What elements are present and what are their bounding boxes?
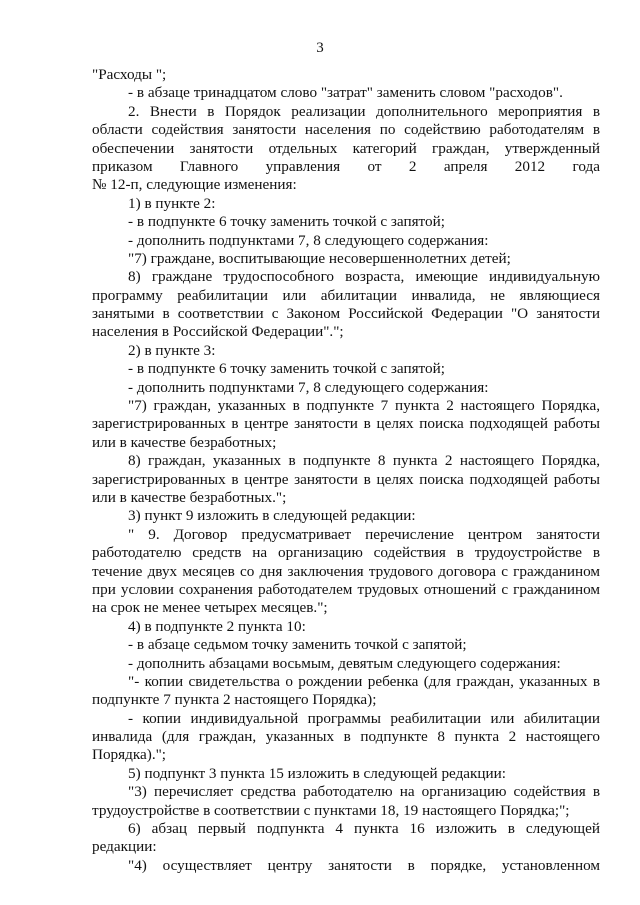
- text-line: редакции:: [92, 838, 157, 856]
- text-line: или в качестве безработных.";: [92, 488, 287, 506]
- text-line: Порядка).";: [92, 746, 167, 764]
- text-line: на срок не менее четырех месяцев.";: [92, 599, 328, 617]
- document-body: [92, 66, 600, 875]
- text-line: 8) граждан, указанных в подпункте 8 пункта 2 настоящего Порядка,: [128, 452, 600, 470]
- text-line: инвалида (для граждан, указанных в подпункте 8 пункта 2 настоящего: [92, 728, 600, 746]
- text-line: зарегистрированных в центре занятости в целях поиска подходящей работы: [92, 415, 600, 433]
- text-line: "7) граждане, воспитывающие несовершеннолетних детей;: [128, 249, 511, 267]
- text-line: "4) осуществляет центру занятости в порядке, установленном: [128, 856, 600, 874]
- text-line: - дополнить подпунктами 7, 8 следующего содержания:: [128, 231, 489, 249]
- text-line: подпункте 7 пункта 2 настоящего Порядка);: [92, 691, 377, 709]
- text-line: - в подпункте 6 точку заменить точкой с запятой;: [128, 360, 445, 378]
- text-line: обеспечении занятости отдельных категорий граждан, утвержденный: [92, 139, 600, 157]
- text-line: "Расходы ";: [92, 66, 167, 83]
- text-line: 6) абзац первый подпункта 4 пункта 16 изложить в следующей: [128, 820, 600, 838]
- text-line: 5) подпункт 3 пункта 15 изложить в следующей редакции:: [128, 764, 507, 782]
- text-line: - в абзаце тринадцатом слово "затрат" заменить словом "расходов".: [128, 84, 563, 102]
- text-line: 2) в пункте 3:: [128, 341, 216, 359]
- text-line: № 12-п, следующие изменения:: [92, 176, 297, 194]
- text-line: работодателю средств на организацию содействия в трудоустройстве в: [92, 544, 600, 562]
- text-line: программу реабилитации или абилитации инвалида, не являющиеся: [92, 286, 600, 304]
- page-number: 3: [316, 40, 324, 56]
- text-line: - копии индивидуальной программы реабилитации или абилитации: [128, 709, 600, 727]
- text-line: приказом Главного управления от 2 апреля 2012 года: [92, 157, 600, 175]
- text-line: населения в Российской Федерации".";: [92, 323, 344, 341]
- text-line: трудоустройстве в соответствии с пунктами 18, 19 настоящего Порядка;";: [92, 801, 570, 819]
- text-line: области содействия занятости населения по содействию работодателям в: [92, 121, 600, 139]
- text-line: зарегистрированных в центре занятости в целях поиска подходящей работы: [92, 470, 600, 488]
- text-line: "7) граждан, указанных в подпункте 7 пункта 2 настоящего Порядка,: [128, 397, 600, 415]
- text-line: - в подпункте 6 точку заменить точкой с запятой;: [128, 213, 445, 231]
- text-line: 4) в подпункте 2 пункта 10:: [128, 617, 306, 635]
- text-line: - дополнить абзацами восьмым, девятым следующего содержания:: [128, 654, 561, 672]
- text-line: 2. Внести в Порядок реализации дополнительного мероприятия в: [128, 102, 600, 120]
- text-line: - в абзаце седьмом точку заменить точкой с запятой;: [128, 636, 467, 654]
- text-line: или в качестве безработных;: [92, 433, 277, 451]
- text-line: 3) пункт 9 изложить в следующей редакции:: [128, 507, 416, 525]
- text-line: "- копии свидетельства о рождении ребенка (для граждан, указанных в: [128, 672, 600, 690]
- text-line: " 9. Договор предусматривает перечисление центром занятости: [128, 525, 600, 543]
- text-line: при условии сохранения работодателем трудовых отношений с гражданином: [92, 580, 600, 598]
- text-line: течение двух месяцев со дня заключения трудового договора с гражданином: [92, 562, 600, 580]
- text-line: 1) в пункте 2:: [128, 194, 216, 212]
- text-line: "3) перечисляет средства работодателю на организацию содействия в: [128, 783, 600, 801]
- text-line: 8) граждане трудоспособного возраста, имеющие индивидуальную: [128, 268, 600, 286]
- text-line: - дополнить подпунктами 7, 8 следующего содержания:: [128, 378, 489, 396]
- text-line: занятыми в соответствии с Законом Российской Федерации "О занятости: [92, 305, 600, 323]
